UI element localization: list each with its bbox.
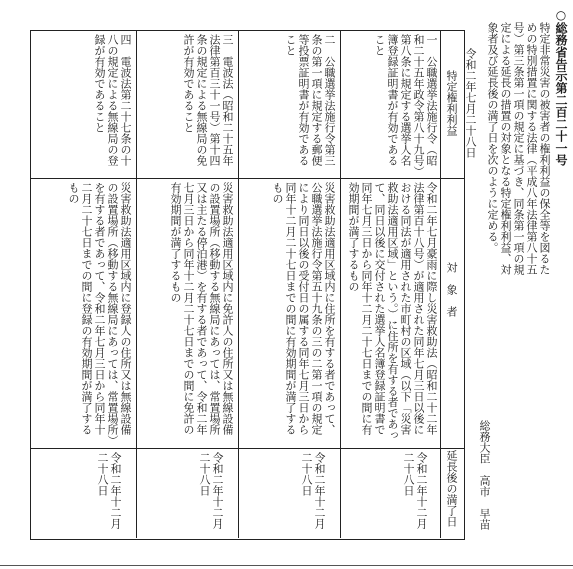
row-divider-top [30, 178, 464, 179]
header-right: 特定権利利益 [445, 70, 458, 136]
row-divider-2 [238, 30, 239, 538]
row2-middle-cell: 災害救助法適用区域内に住所を有する者であって、公職選挙法施行令第五十九条の三の二第一項の規定により同日以後の受付日の属する同年七月三日から同年十二月二十七日までの間に有効期間が満了するもの [271, 182, 336, 435]
row-divider-3 [136, 30, 137, 538]
row1-right-cell: 一 公職選挙法施行令（昭和二十五年政令第八十九号）第八条に規定する選挙人名簿登録証明書が有効であること [373, 34, 438, 172]
row-divider-1 [340, 30, 341, 538]
header-middle: 対 象 者 [445, 262, 458, 317]
row2-right-cell: 二 公職選挙法施行令第三条の第一項に規定する郵便等投票証明書が有効であること [284, 34, 336, 166]
row2-left-cell: 令和二年十二月二十八日 [300, 452, 326, 529]
row-divider-bottom [30, 448, 464, 449]
row3-right-cell: 三 電波法（昭和二十五年法律第百三十一号）第十四条の規定による無線局の免許が有効であること [182, 34, 234, 166]
notice-title: ○総務省告示第二百二十一号 [554, 8, 568, 166]
page-bottom-rule [0, 565, 573, 566]
header-left: 延長後の満了日 [445, 450, 458, 527]
row1-middle-cell: 令和二年七月豪雨に際し災害救助法（昭和二十二年法律第百十八号）が適用された同年七月三日以後における同法が適用された市町村の区域（以下「災害救助法適用区域」という。）に住所を有する者であって、同日以後に交付された選挙人名簿登録証明書で同年七月三日から同年十二月二十七日までの間に有効期間が満了するもの [347, 182, 438, 441]
notice-signer: 総務大臣 高市 早苗 [478, 420, 491, 530]
notice-preamble: 特定非常災害の被害者の権利利益の保全等を図るための特別措置に関する法律（平成八年法律第八十五号）第三条第一項の規定に基づき、同条第一項の規定による延長の措置の対象となる特定権利利益、対象者及び延長後の満了日を次のように定める。 [486, 22, 551, 275]
header-column-divider [440, 30, 441, 538]
notice-date: 令和二年七月二十八日 [464, 48, 477, 158]
row1-left-cell: 令和二年十二月二十八日 [402, 452, 428, 529]
row4-middle-cell: 災害救助法適用区域内に登録人の住所又は無線設備の設置場所（移動する無線局にあっては、常置場所）を有する者であって、令和二年七月三日から同年十二月二十七日までの間に登録の有効期間が満了するもの [67, 182, 132, 441]
row4-right-cell: 四 電波法第二十七条の十八の規定による無線局の登録が有効であること [93, 34, 132, 166]
row3-middle-cell: 災害救助法適用区域内に免許人の住所又は無線設備の設置場所（移動する無線局にあっては、常置場所又は主たる停泊港）を有する者であって、令和二年七月三日から同年十二月二十七日までの間に免許の有効期間が満了するもの [169, 182, 234, 435]
row3-left-cell: 令和二年十二月二十八日 [198, 452, 224, 529]
row4-left-cell: 令和二年十二月二十八日 [96, 452, 122, 529]
